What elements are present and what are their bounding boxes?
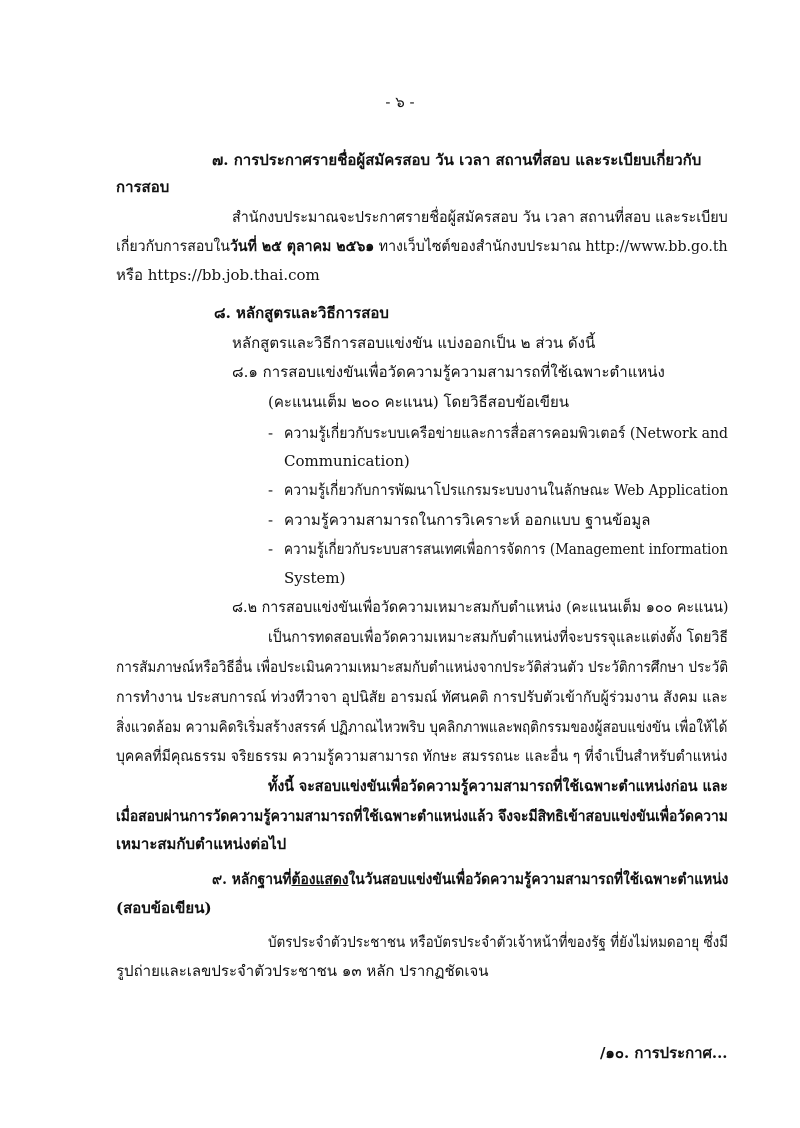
section8-2-para-line: เป็นการทดสอบเพื่อวัดความเหมาะสมกับตำแหน่งที่จะบรรจุและแต่งตั้ง โดยวิธี: [268, 628, 728, 646]
section9-heading-underlined: ต้องแสดง: [291, 870, 349, 888]
footer-continuation: /๑๐. การประกาศ...: [600, 1044, 728, 1062]
section8-note-line: เมื่อสอบผ่านการวัดความรู้ความสามารถที่ใช้เฉพาะตำแหน่งแล้ว จึงจะมีสิทธิเข้าสอบแข่งขันเพื่อวัดความ: [116, 807, 728, 825]
section8-2-para-line: สิ่งแวดล้อม ความคิดริเริ่มสร้างสรรค์ ปฏิภาณไหวพริบ บุคลิกภาพและพฤติกรรมของผู้สอบแข่งขัน เพื่อให้ได้: [116, 718, 728, 736]
section7-heading-cont: การสอบ: [116, 178, 170, 196]
section8-1-line2: (คะแนนเต็ม ๒๐๐ คะแนน) โดยวิธีสอบข้อเขียน: [268, 393, 570, 411]
section8-2-para-line: การสัมภาษณ์หรือวิธีอื่น เพื่อประเมินความเหมาะสมกับตำแหน่งจากประวัติส่วนตัว ประวัติการศึกษา ประวัติ: [116, 658, 729, 676]
section9-para-line2: รูปถ่ายและเลขประจำตัวประชาชน ๑๓ หลัก ปรากฏชัดเจน: [116, 962, 489, 980]
bullet-dash: -: [268, 481, 274, 499]
section8-2-para-line: บุคคลที่มีคุณธรรม จริยธรรม ความรู้ความสามารถ ทักษะ สมรรถนะ และอื่น ๆ ที่จำเป็นสำหรับตำแหน่ง: [116, 747, 728, 765]
section8-note-line: ทั้งนี้ จะสอบแข่งขันเพื่อวัดความรู้ความสามารถที่ใช้เฉพาะตำแหน่งก่อน และ: [268, 777, 728, 795]
bullet-item-cont: System): [284, 569, 346, 587]
section9-heading-a: ๙. หลักฐานที่: [212, 870, 292, 888]
bullet-item-cont: Communication): [284, 452, 410, 470]
section7-para-line2-c: ทางเว็บไซต์ของสำนักงบประมาณ http://www.bb.go.th: [374, 237, 728, 255]
page-number: - ๖ -: [385, 93, 415, 111]
announcement-date: วันที่ ๒๕ ตุลาคม ๒๕๖๑: [229, 237, 375, 255]
section9-heading-cont: (สอบข้อเขียน): [116, 899, 212, 917]
section9-para-line1: บัตรประจำตัวประชาชน หรือบัตรประจำตัวเจ้าหน้าที่ของรัฐ ที่ยังไม่หมดอายุ ซึ่งมี: [268, 933, 729, 951]
section8-1-line1: ๘.๑ การสอบแข่งขันเพื่อวัดความรู้ความสามารถที่ใช้เฉพาะตำแหน่ง: [232, 363, 665, 381]
section8-heading: ๘. หลักสูตรและวิธีการสอบ: [214, 304, 389, 322]
section7-heading: ๗. การประกาศรายชื่อผู้สมัครสอบ วัน เวลา สถานที่สอบ และระเบียบเกี่ยวกับ: [212, 151, 702, 169]
bullet-item: ความรู้เกี่ยวกับระบบสารสนเทศเพื่อการจัดการ (Management information: [284, 540, 728, 558]
section8-note-line: เหมาะสมกับตำแหน่งต่อไป: [116, 835, 287, 853]
bullet-dash: -: [268, 424, 274, 442]
section7-para-line1: สำนักงบประมาณจะประกาศรายชื่อผู้สมัครสอบ วัน เวลา สถานที่สอบ และระเบียบ: [232, 208, 728, 226]
bullet-dash: -: [268, 540, 274, 558]
section7-para-line2-a: เกี่ยวกับการสอบใน: [116, 237, 230, 255]
section7-para-line2: [116, 236, 728, 256]
section8-2-para-line: การทำงาน ประสบการณ์ ท่วงทีวาจา อุปนิสัย อารมณ์ ทัศนคติ การปรับตัวเข้ากับผู้ร่วมงาน สังคม และ: [116, 688, 728, 706]
bullet-dash: -: [268, 511, 274, 529]
section8-2-heading: ๘.๒ การสอบแข่งขันเพื่อวัดความเหมาะสมกับตำแหน่ง (คะแนนเต็ม ๑๐๐ คะแนน): [232, 598, 729, 616]
section8-intro: หลักสูตรและวิธีการสอบแข่งขัน แบ่งออกเป็น ๒ ส่วน ดังนี้: [232, 334, 596, 352]
section7-para-line3: หรือ https://bb.job.thai.com: [116, 266, 320, 284]
bullet-item: ความรู้ความสามารถในการวิเคราะห์ ออกแบบ ฐานข้อมูล: [284, 511, 651, 529]
section9-heading-c: ในวันสอบแข่งขันเพื่อวัดความรู้ความสามารถที่ใช้เฉพาะตำแหน่ง: [348, 870, 729, 888]
bullet-item: ความรู้เกี่ยวกับระบบเครือข่ายและการสื่อสารคอมพิวเตอร์ (Network and: [284, 424, 729, 442]
bullet-item: ความรู้เกี่ยวกับการพัฒนาโปรแกรมระบบงานในลักษณะ Web Application: [284, 481, 729, 499]
section9-heading: [212, 869, 728, 889]
